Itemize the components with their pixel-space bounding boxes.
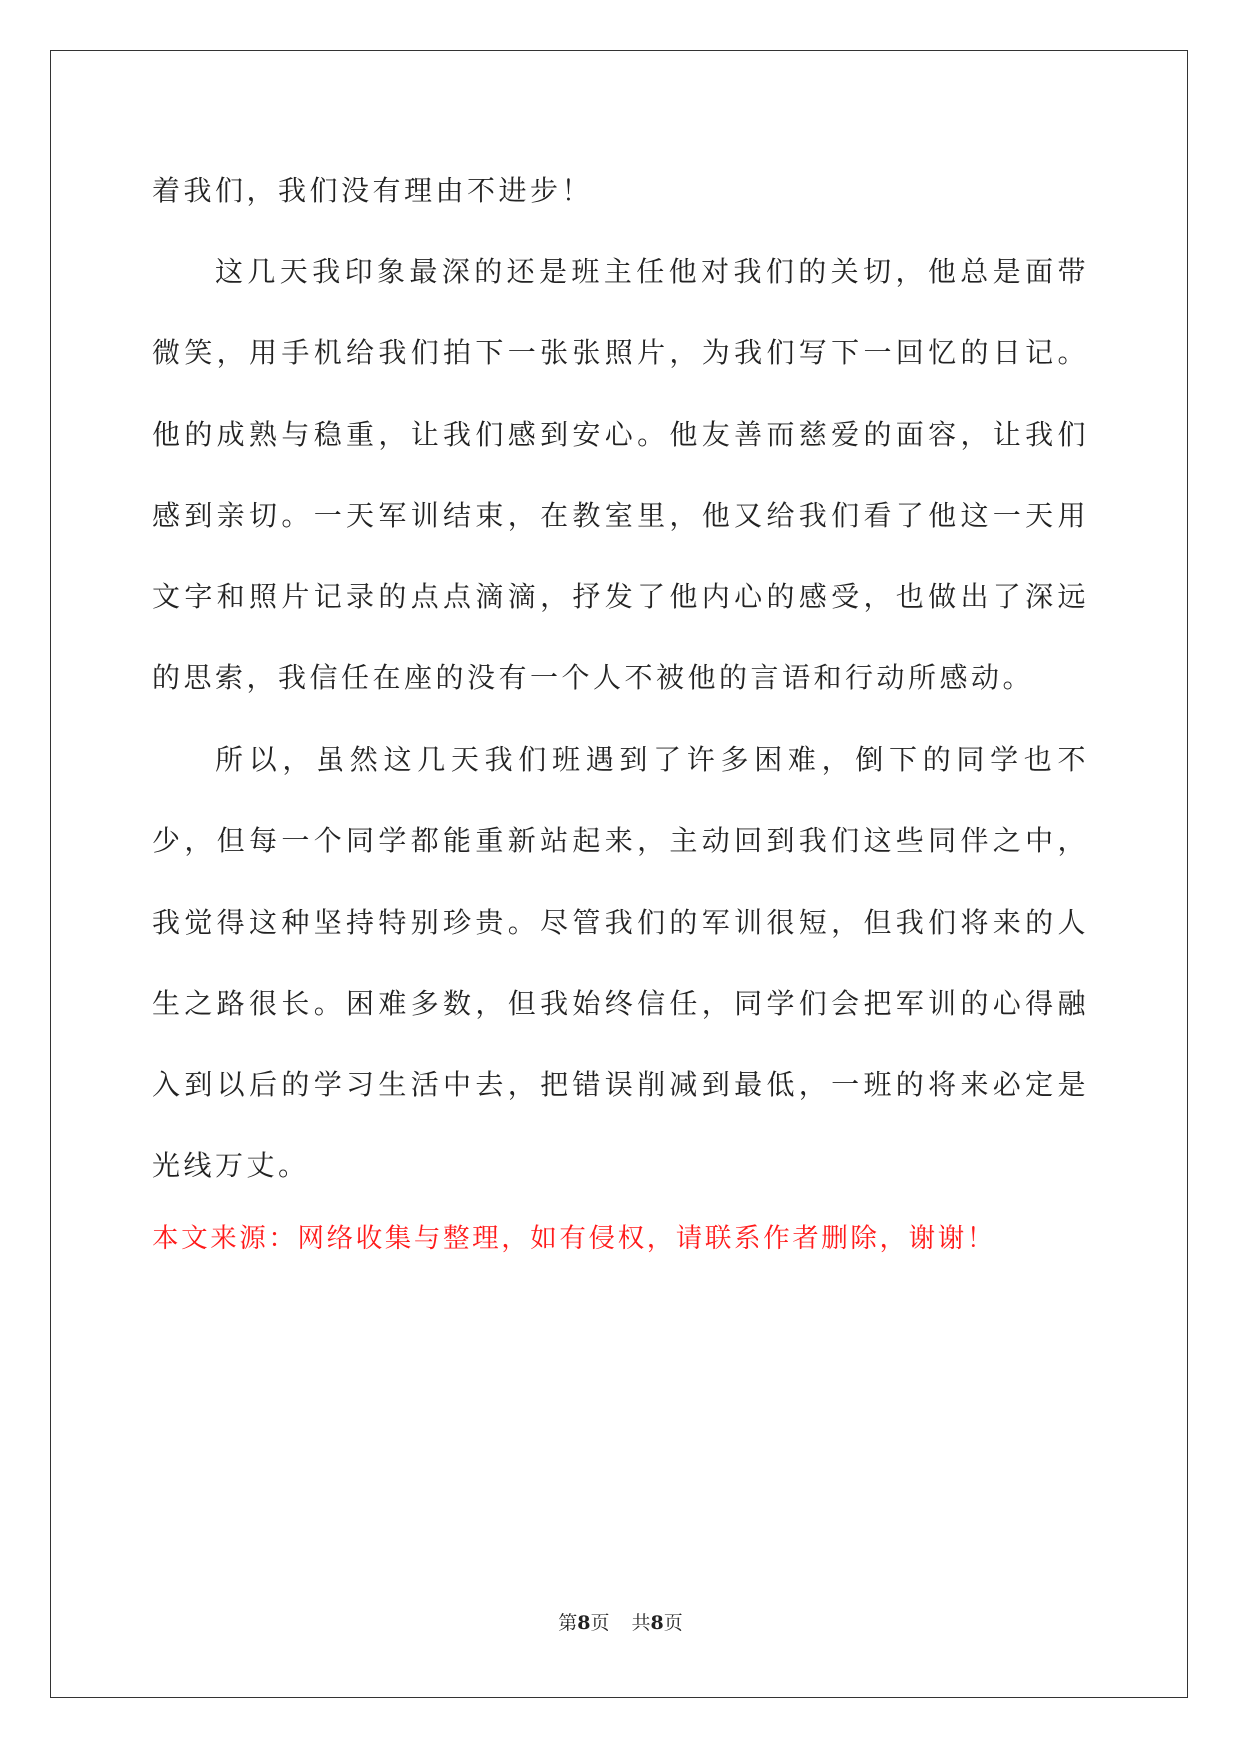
paragraph-continuation: 着我们，我们没有理由不进步！ [152,174,594,207]
paragraph-head-teacher: 这几天我印象最深的还是班主任他对我们的关切，他总是面带微笑，用手机给我们拍下一张张照片，为我们写下一回忆的日记。他的成熟与稳重，让我们感到安心。他友善而慈爱的面容，让我们感到亲切。一天军训结束，在教室里，他又给我们看了他这一天用文字和照片记录的点点滴滴，抒发了他内心的感受，也做出了深远的思索，我信任在座的没有一个人不被他的言语和行动所感动。 [152,255,1089,695]
page-number: 8 [577,1612,591,1634]
page-suffix: 页 [590,1612,610,1634]
page-prefix: 第 [558,1612,578,1634]
page-footer [0,1610,1241,1636]
total-suffix: 页 [663,1612,683,1634]
paragraph-conclusion: 所以，虽然这几天我们班遇到了许多困难，倒下的同学也不少，但每一个同学都能重新站起来，主动回到我们这些同伴之中，我觉得这种坚持特别珍贵。尽管我们的军训很短，但我们将来的人生之路很长。困难多数，但我始终信任，同学们会把军训的心得融入到以后的学习生活中去，把错误削减到最低，一班的将来必定是光线万丈。 [152,743,1089,1183]
source-note: 本文来源：网络收集与整理，如有侵权，请联系作者删除，谢谢！ [152,1223,996,1254]
total-prefix: 共 [631,1612,651,1634]
total-pages: 8 [650,1612,664,1634]
